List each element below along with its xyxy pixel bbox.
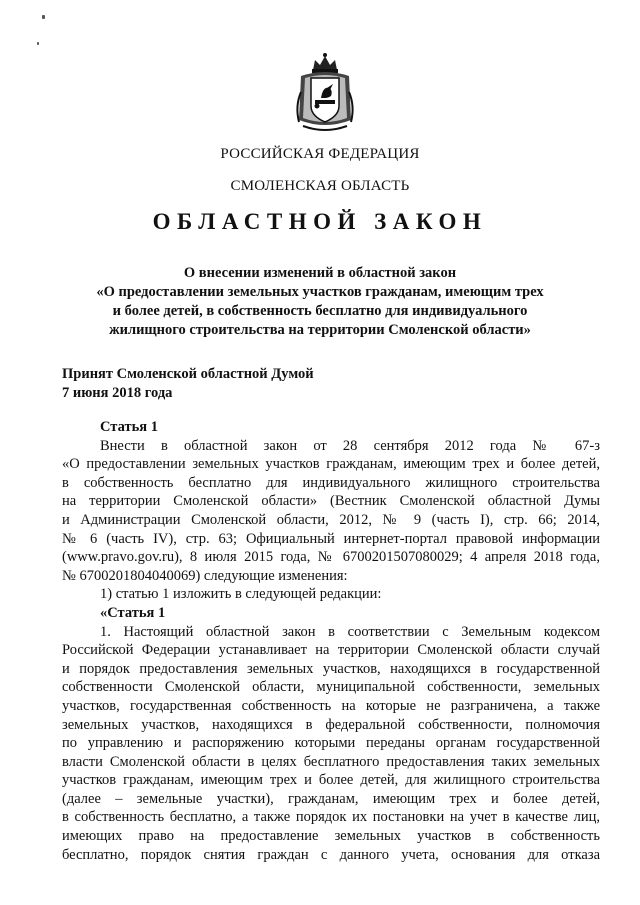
body-line: в собственность бесплатно для индивидуального жилищного строительства <box>62 474 600 491</box>
body-line: 1. Настоящий областной закон в соответствии с Земельным кодексом <box>100 623 600 640</box>
law-subject <box>60 264 580 340</box>
subject-line: О внесении изменений в областной закон <box>183 265 457 281</box>
amendment-item: 1) статью 1 изложить в следующей редакции: <box>100 586 382 603</box>
body-line: (далее – земельные участки), гражданам, имеющим трех и более детей, <box>62 790 600 807</box>
body-line: № 6 (часть IV), стр. 63; Официальный интернет-портал правовой информации <box>62 530 600 547</box>
body-line: и Администрации Смоленской области, 2012, № 9 (часть I), стр. 66; 2014, <box>62 511 600 528</box>
body-line: Внести в областной закон от 28 сентября 2012 года № 67-з <box>100 437 600 454</box>
country-heading: РОССИЙСКАЯ ФЕДЕРАЦИЯ <box>220 146 420 162</box>
adopted-by: Принят Смоленской областной Думой <box>62 366 314 382</box>
body-line: Российской Федерации устанавливает на территории Смоленской области случай <box>62 642 600 659</box>
body-line: по управлению и распоряжению которыми переданы органам государственной <box>62 735 600 752</box>
body-line: земельных участков, находящихся в федеральной собственности, полномочия <box>62 716 600 733</box>
body-line: бесплатно, порядок снятия граждан с данного учета, основания для отказа <box>62 846 600 863</box>
scan-speck <box>42 15 45 19</box>
law-type-title: ОБЛАСТНОЙ ЗАКОН <box>152 209 488 234</box>
adoption-date: 7 июня 2018 года <box>62 385 173 401</box>
body-line: собственности Смоленской области, муниципальной собственности, земельных <box>62 679 600 696</box>
body-line: имеющих право на предоставление земельных участков в собственность <box>62 828 600 845</box>
body-line: № 6700201804040069) следующие изменения: <box>62 567 348 584</box>
region-heading: СМОЛЕНСКАЯ ОБЛАСТЬ <box>230 178 410 194</box>
body-line: «О предоставлении земельных участков гражданам, имеющим трех и более детей, <box>62 456 600 473</box>
body-line: (www.pravo.gov.ru), 8 июля 2015 года, № 6700201507080029; 4 апреля 2018 года, <box>62 549 600 566</box>
law-body <box>62 418 600 864</box>
body-line: на территории Смоленской области» (Вестник Смоленской областной Думы <box>62 493 600 510</box>
adoption-info <box>62 365 314 403</box>
subject-line: «О предоставлении земельных участков гражданам, имеющим трех <box>96 284 544 300</box>
body-line: участков, государственная собственность на которые не разграничена, а также <box>62 697 600 714</box>
body-line: участков гражданам, имеющим трех и более детей, для жилищного строительства <box>62 772 600 789</box>
scan-speck <box>37 42 39 45</box>
body-line: и порядок предоставления земельных участков, находящихся в государственной <box>62 660 600 677</box>
article-heading: Статья 1 <box>100 419 158 435</box>
smolensk-coat-of-arms-icon <box>293 52 357 132</box>
body-line: власти Смоленской области в целях бесплатного предоставления таких земельных <box>62 753 600 770</box>
quoted-article-heading: «Статья 1 <box>100 604 166 621</box>
body-line: в собственность бесплатно, а также порядок их постановки на учет в качестве лиц, <box>62 809 600 826</box>
subject-line: и более детей, в собственность бесплатно для индивидуального <box>112 303 528 319</box>
subject-line: жилищного строительства на территории Смоленской области» <box>109 322 531 338</box>
